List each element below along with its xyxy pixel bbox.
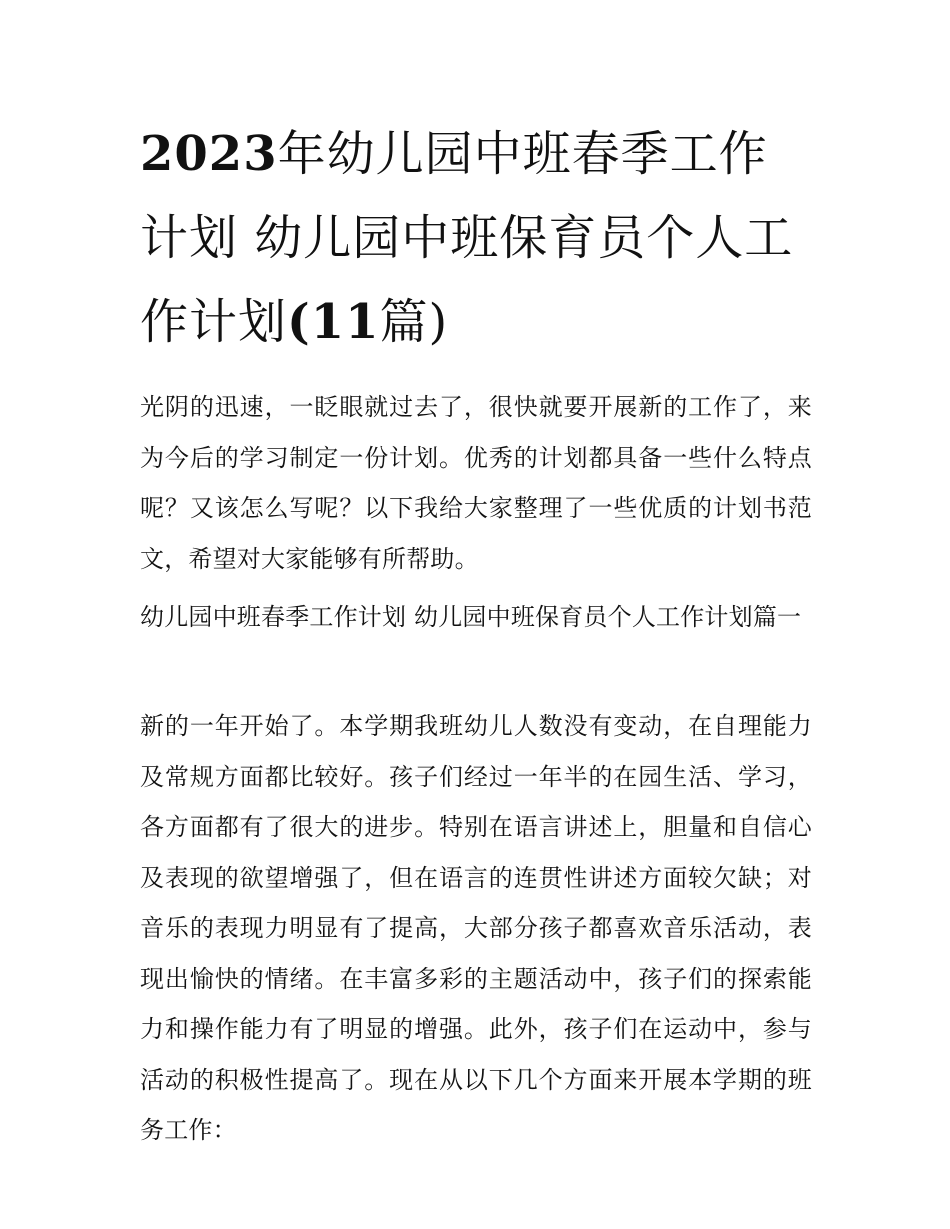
title-count-unit: 篇) [379, 294, 449, 350]
body-paragraph: 新的一年开始了。本学期我班幼儿人数没有变动，在自理能力及常规方面都比较好。孩子们经过一年半的在园生活、学习，各方面都有了很大的进步。特别在语言讲述上，胆量和自信心及表现的欲望增强了，但在语言的连贯性讲述方面较欠缺；对音乐的表现力明显有了提高，大部分孩子都喜欢音乐活动，表现出愉快的情绪。在丰富多彩的主题活动中，孩子们的探索能力和操作能力有了明显的增强。此外，孩子们在运动中，参与活动的积极性提高了。现在从以下几个方面来开展本学期的班务工作： [140, 712, 812, 1144]
intro-paragraph: 光阴的迅速，一眨眼就过去了，很快就要开展新的工作了，来为今后的学习制定一份计划。优秀的计划都具备一些什么特点呢？又该怎么写呢？以下我给大家整理了一些优质的计划书范文，希望对大家能够有所帮助。 [140, 393, 812, 573]
title-year: 2023 [140, 126, 278, 182]
title-count: (11 [287, 294, 380, 350]
section-heading: 幼儿园中班春季工作计划 幼儿园中班保育员个人工作计划篇一 [140, 603, 802, 631]
title-main-text: 年幼儿园中班春季工作计划 幼儿园中班保育员个人工作计划 [140, 126, 794, 350]
document-title [140, 112, 812, 364]
document-content [140, 112, 812, 1156]
